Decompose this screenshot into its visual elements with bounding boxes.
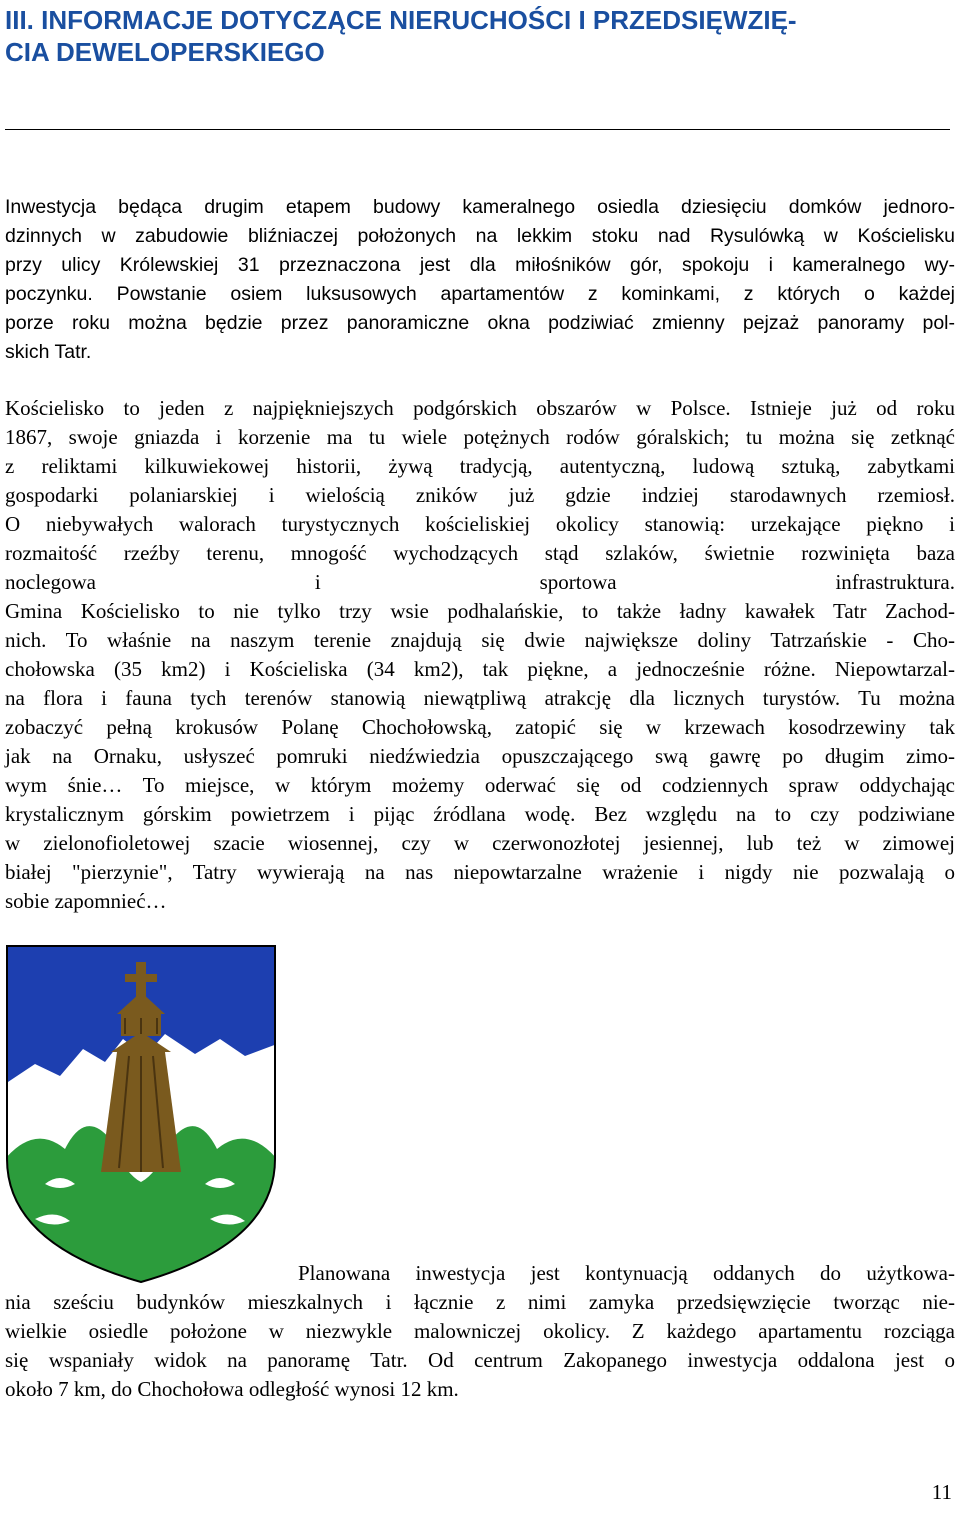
heading-line-2: CIA DEWELOPERSKIEGO	[5, 37, 325, 67]
body-line: chołowska (35 km2) i Kościeliska (34 km2), tak piękne, a jednocześnie różne. Niepowtarzal-	[5, 657, 955, 681]
heading-line-1: III. INFORMACJE DOTYCZĄCE NIERUCHOŚCI I PRZEDSIĘWZIĘ-	[5, 5, 797, 35]
closing-line: Planowana inwestycja jest kontynuacją oddanych do użytkowa-	[298, 1261, 955, 1285]
body-line: nich. To właśnie na naszym terenie znajdują się dwie największe doliny Tatrzańskie - Cho-	[5, 628, 955, 652]
heading-rule	[5, 129, 950, 130]
intro-line: skich Tatr.	[5, 341, 92, 363]
intro-line: porze roku można będzie przez panoramiczne okna podziwiać zmienny pejzaż panoramy pol-	[5, 312, 955, 334]
body-line: krystalicznym górskim powietrzem i pijąc źródlana wodę. Bez względu na to czy podziwiane	[5, 802, 955, 826]
body-line: O niebywałych walorach turystycznych kościeliskiej okolicy stanowią: urzekające piękno i	[5, 512, 955, 536]
section-heading	[5, 4, 950, 68]
closing-line: nia sześciu budynków mieszkalnych i łącznie z nimi zamyka przedsięwzięcie tworząc nie-	[5, 1290, 955, 1314]
body-line: białej "pierzynie", Tatry wywierają na nas niepowtarzalne wrażenie i nigdy nie pozwalają o	[5, 860, 955, 884]
body-line: rozmaitość rzeźby terenu, mnogość wychodzących stąd szlaków, świetnie rozwinięta baza	[5, 541, 955, 565]
closing-line: się wspaniały widok na panoramę Tatr. Od centrum Zakopanego inwestycja oddalona jest o	[5, 1348, 955, 1372]
intro-line: poczynku. Powstanie osiem luksusowych apartamentów z kominkami, z których o każdej	[5, 283, 955, 305]
body-line: zobaczyć pełną krokusów Polanę Chochołowską, zatopić się w krzewach kosodrzewiny tak	[5, 715, 955, 739]
body-line: Kościelisko to jeden z najpiękniejszych podgórskich obszarów w Polsce. Istnieje już od roku	[5, 396, 955, 420]
body-line: z reliktami kilkuwiekowej historii, żywą tradycją, autentyczną, ludową sztuką, zabytkami	[5, 454, 955, 478]
body-line: 1867, swoje gniazda i korzenie ma tu wiele potężnych rodów góralskich; tu można się zetknąć	[5, 425, 955, 449]
body-line: w zielonofioletowej szacie wiosennej, czy w czerwonozłotej jesiennej, lub też w zimowej	[5, 831, 955, 855]
page-number: 11	[931, 1480, 952, 1504]
closing-line: wielkie osiedle położone w niezwykle malowniczej okolicy. Z każdego apartamentu rozciąga	[5, 1319, 955, 1343]
body-paragraph	[5, 394, 955, 916]
body-line: gospodarki polaniarskiej i wielością zników już gdzie indziej starodawnych rzemiosł.	[5, 483, 955, 507]
intro-line: dzinnych w zabudowie bliźniaczej położonych na lekkim stoku nad Rysulówką w Kościelisku	[5, 225, 955, 247]
intro-paragraph	[5, 193, 955, 367]
closing-paragraph	[5, 1259, 955, 1404]
body-line: na flora i fauna tych terenów stanowią niewątpliwą atrakcję dla licznych turystów. Tu można	[5, 686, 955, 710]
body-line: wym śnie… To miejsce, w którym możemy oderwać się od codziennych spraw oddychając	[5, 773, 955, 797]
body-line: Gmina Kościelisko to nie tylko trzy wsie podhalańskie, to także ładny kawałek Tatr Zachod-	[5, 599, 955, 623]
coat-of-arms-icon	[5, 944, 277, 1284]
body-line: noclegowa i sportowa infrastruktura.	[5, 570, 955, 594]
intro-line: przy ulicy Królewskiej 31 przeznaczona jest dla miłośników gór, spokoju i kameralnego wy-	[5, 254, 955, 276]
body-line: jak na Ornaku, usłyszeć pomruki niedźwiedzia opuszczającego swą gawrę po długim zimo-	[5, 744, 955, 768]
intro-line: Inwestycja będąca drugim etapem budowy kameralnego osiedla dziesięciu domków jednoro-	[5, 196, 955, 218]
body-line: sobie zapomnieć…	[5, 889, 167, 913]
closing-line: około 7 km, do Chochołowa odległość wynosi 12 km.	[5, 1377, 459, 1401]
